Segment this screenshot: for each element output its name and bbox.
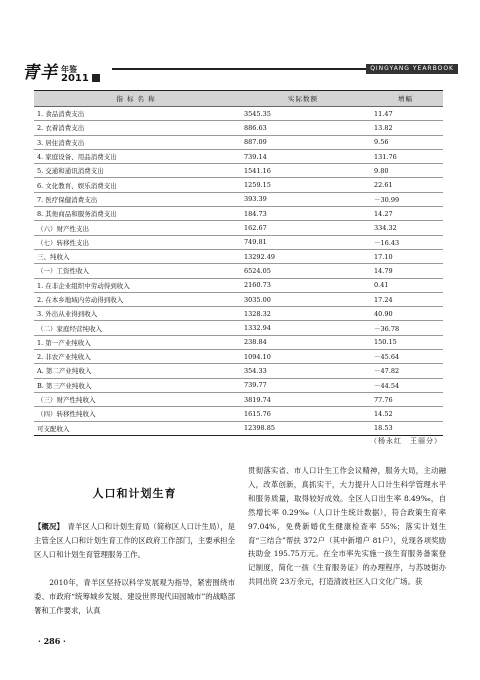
column-header-indicator: 指 标 名 称 xyxy=(34,91,238,107)
row-indicator: （三）财产性纯收入 xyxy=(34,392,238,406)
row-amount: 12398.85 xyxy=(238,421,368,435)
row-amount: 162.67 xyxy=(238,221,368,235)
row-growth: －36.78 xyxy=(368,321,443,335)
row-growth: 18.53 xyxy=(368,421,443,435)
row-growth: －30.99 xyxy=(368,192,443,206)
row-amount: 739.14 xyxy=(238,149,368,163)
logo-square-icon xyxy=(92,74,100,82)
row-amount: 749.81 xyxy=(238,235,368,249)
row-amount: 3545.35 xyxy=(238,107,368,121)
row-growth: 11.47 xyxy=(368,107,443,121)
row-growth: 14.27 xyxy=(368,207,443,221)
header-band: QINGYANG YEARBOOK xyxy=(366,64,458,74)
table-row xyxy=(34,264,443,278)
row-amount: 184.73 xyxy=(238,207,368,221)
page-number: · 286 · xyxy=(38,636,66,646)
row-growth: －44.54 xyxy=(368,378,443,392)
table-row xyxy=(34,235,443,249)
row-indicator: 2. 在本乡地域内劳动得到收入 xyxy=(34,292,238,306)
paragraph-2010 xyxy=(34,576,235,618)
right-column-text: 贯彻落实省、市人口计生工作会议精神，服务大局，主动融入，改革创新，真抓实干，大力提升人口计生科学管理水平和服务质量，取得较好成效。全区人口出生率 8.49‰，自然增长率 0.29‰（人口计生统计数据），符合政策生育率97.04%，免费新婚优生健康检查率 55%；落实计划生育“三结合”帮扶 372户（其中新增户 81户），兑现各项奖励扶助金 195.75万元。在全市率先实施一孩生育服务备案登记制度，简化一孩《生育服务证》的办理程序，与苏坡街办共同出资 23万余元，打造清波社区人口文化广场。获 xyxy=(248,466,446,587)
row-growth: 150.15 xyxy=(368,335,443,349)
table-header-row xyxy=(34,91,443,107)
row-indicator: A. 第二产业纯收入 xyxy=(34,364,238,378)
row-amount: 2160.73 xyxy=(238,278,368,292)
table-row xyxy=(34,321,443,335)
table-row xyxy=(34,278,443,292)
logo-subtext: 年鉴 xyxy=(61,64,77,74)
table-row xyxy=(34,378,443,392)
table-row xyxy=(34,407,443,421)
row-amount: 1094.10 xyxy=(238,350,368,364)
table-row xyxy=(34,121,443,135)
table-row xyxy=(34,364,443,378)
row-indicator: 2. 非农产业纯收入 xyxy=(34,350,238,364)
table-row xyxy=(34,221,443,235)
row-growth: 131.76 xyxy=(368,149,443,163)
table-row xyxy=(34,207,443,221)
page-header xyxy=(22,58,458,84)
row-growth: －47.82 xyxy=(368,364,443,378)
row-growth: －16.43 xyxy=(368,235,443,249)
row-growth: 9.80 xyxy=(368,164,443,178)
statistics-table xyxy=(34,90,443,436)
table-row xyxy=(34,107,443,121)
table-row xyxy=(34,292,443,306)
row-amount: 1332.94 xyxy=(238,321,368,335)
overview-tag: 【概况】 xyxy=(34,522,61,531)
row-growth: 9.56 xyxy=(368,135,443,149)
row-indicator: （六）财产性支出 xyxy=(34,221,238,235)
table-row xyxy=(34,335,443,349)
row-growth: 14.79 xyxy=(368,264,443,278)
table-row xyxy=(34,164,443,178)
row-amount: 1259.15 xyxy=(238,178,368,192)
row-indicator: 8. 其他商品和服务消费支出 xyxy=(34,207,238,221)
row-growth: －45.64 xyxy=(368,350,443,364)
row-indicator: （二）家庭经营纯收入 xyxy=(34,321,238,335)
row-amount: 886.63 xyxy=(238,121,368,135)
row-growth: 40.90 xyxy=(368,307,443,321)
table-row xyxy=(34,307,443,321)
row-indicator: 3. 外出从业得到收入 xyxy=(34,307,238,321)
row-amount: 238.84 xyxy=(238,335,368,349)
row-growth: 22.61 xyxy=(368,178,443,192)
row-growth: 17.24 xyxy=(368,292,443,306)
section-title: 人口和计划生育 xyxy=(92,487,177,500)
row-indicator: 5. 交通和通讯消费支出 xyxy=(34,164,238,178)
row-amount: 887.09 xyxy=(238,135,368,149)
row-amount: 739.77 xyxy=(238,378,368,392)
row-amount: 1328.32 xyxy=(238,307,368,321)
table-row xyxy=(34,192,443,206)
paragraph-right-column xyxy=(248,464,446,589)
row-indicator: 4. 家庭设备、用品消费支出 xyxy=(34,149,238,163)
row-growth: 0.41 xyxy=(368,278,443,292)
row-indicator: 三、纯收入 xyxy=(34,249,238,263)
row-amount: 354.33 xyxy=(238,364,368,378)
row-growth: 13.82 xyxy=(368,121,443,135)
row-indicator: 1. 食品消费支出 xyxy=(34,107,238,121)
row-growth: 77.76 xyxy=(368,392,443,406)
logo-text: 青羊 xyxy=(22,63,58,83)
row-growth: 14.52 xyxy=(368,407,443,421)
row-growth: 334.32 xyxy=(368,221,443,235)
row-indicator: （一）工资性收入 xyxy=(34,264,238,278)
row-indicator: 3. 居住消费支出 xyxy=(34,135,238,149)
row-amount: 1615.76 xyxy=(238,407,368,421)
table-row xyxy=(34,135,443,149)
row-amount: 1541.16 xyxy=(238,164,368,178)
row-indicator: 7. 医疗保健消费支出 xyxy=(34,192,238,206)
row-indicator: 1. 在非企业组织中劳动得到收入 xyxy=(34,278,238,292)
row-indicator: 2. 衣着消费支出 xyxy=(34,121,238,135)
overview-text: 青羊区人口和计划生育局（简称区人口计生局），是主管全区人口和计划生育工作的区政府工作部门，主要承担全区人口和计划生育管理服务工作。 xyxy=(34,522,235,559)
row-amount: 3035.00 xyxy=(238,292,368,306)
row-indicator: （四）转移性纯收入 xyxy=(34,407,238,421)
row-amount: 3819.74 xyxy=(238,392,368,406)
row-indicator: 6. 文化教育、娱乐消费支出 xyxy=(34,178,238,192)
row-amount: 6524.05 xyxy=(238,264,368,278)
table-row xyxy=(34,149,443,163)
row-indicator: B. 第三产业纯收入 xyxy=(34,378,238,392)
table-row xyxy=(34,350,443,364)
column-header-amount: 实际数额 xyxy=(238,91,368,107)
author-credit: （杨永红 王丽分） xyxy=(370,437,442,445)
row-amount: 13292.49 xyxy=(238,249,368,263)
table-row xyxy=(34,392,443,406)
table-row xyxy=(34,421,443,435)
yearbook-logo xyxy=(22,58,100,83)
column-header-growth: 增幅 xyxy=(368,91,443,107)
logo-year: 2011 xyxy=(61,73,89,84)
row-indicator: （七）转移性支出 xyxy=(34,235,238,249)
table-row xyxy=(34,178,443,192)
row-growth: 17.10 xyxy=(368,249,443,263)
paragraph-2010-text: 2010年，青羊区坚持以科学发展观为指导，紧密围绕市委、市政府“统筹城乡发展、建设世界现代田园城市”的战略部署和工作要求，认真 xyxy=(34,578,235,615)
row-indicator: 可支配收入 xyxy=(34,421,238,435)
paragraph-overview xyxy=(34,520,235,562)
row-amount: 393.39 xyxy=(238,192,368,206)
table-row xyxy=(34,249,443,263)
row-indicator: 1. 第一产业纯收入 xyxy=(34,335,238,349)
